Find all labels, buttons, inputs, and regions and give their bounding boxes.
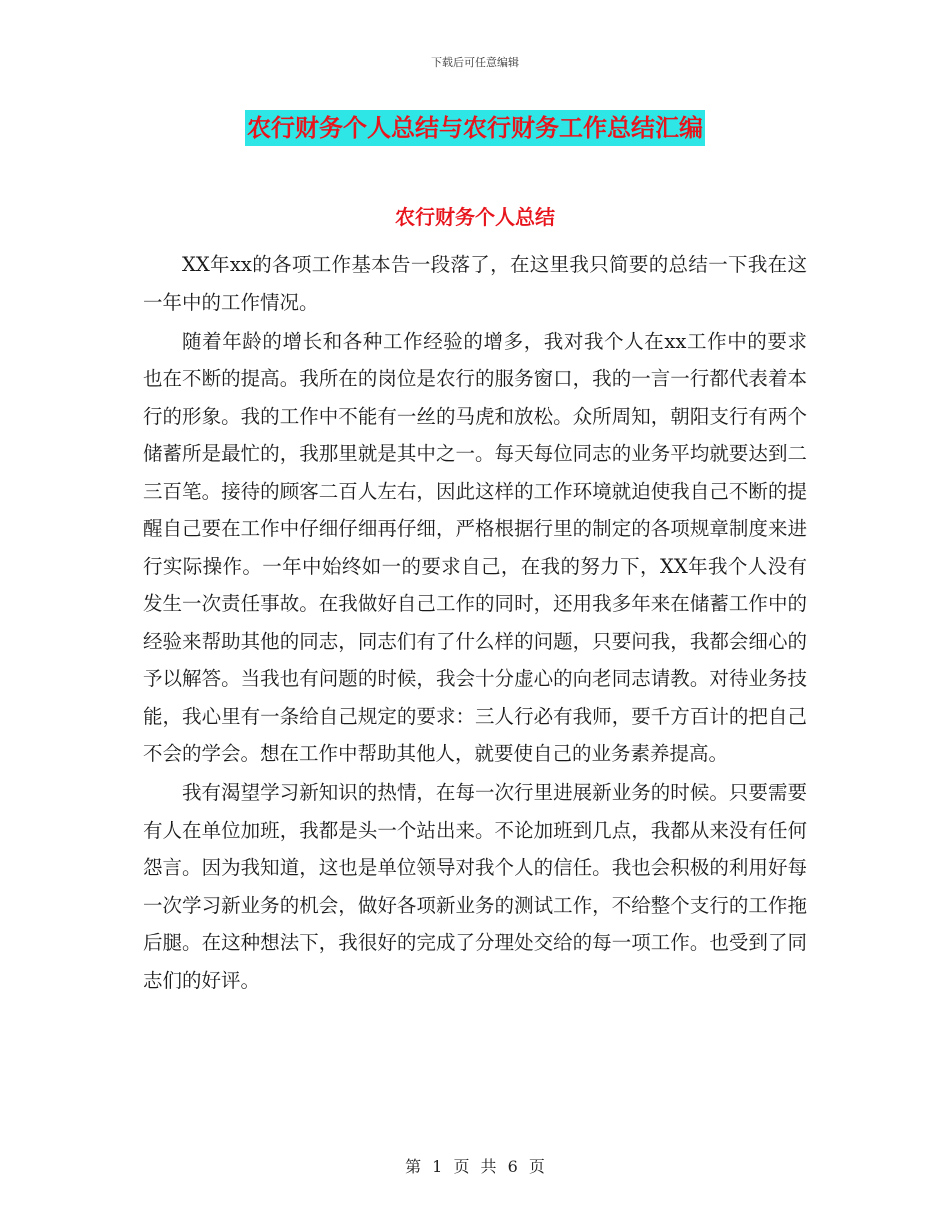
- paragraph-1: XX年xx的各项工作基本告一段落了，在这里我只简要的总结一下我在这一年中的工作情况。: [143, 253, 807, 314]
- paragraph-3: 我有渴望学习新知识的热情，在每一次行里进展新业务的时候。只要需要有人在单位加班，我都是头一个站出来。不论加班到几点，我都从来没有任何怨言。因为我知道，这也是单位领导对我个人的信任。我也会积极的利用好每一次学习新业务的机会，做好各项新业务的测试工作，不给整个支行的工作拖后腿。在这种想法下，我很好的完成了分理处交给的每一项工作。也受到了同志们的好评。: [143, 781, 807, 992]
- document-body: [143, 246, 807, 999]
- header-note: 下载后可任意编辑: [431, 56, 519, 69]
- document-main-title: 农行财务个人总结与农行财务工作总结汇编: [245, 110, 705, 146]
- paragraph-2: 随着年龄的增长和各种工作经验的增多，我对我个人在xx工作中的要求也在不断的提高。我所在的岗位是农行的服务窗口，我的一言一行都代表着本行的形象。我的工作中不能有一丝的马虎和放松。众所周知，朝阳支行有两个储蓄所是最忙的，我那里就是其中之一。每天每位同志的业务平均就要达到二三百笔。接待的顾客二百人左右，因此这样的工作环境就迫使我自己不断的提醒自己要在工作中仔细仔细再仔细，严格根据行里的制定的各项规章制度来进行实际操作。一年中始终如一的要求自己，在我的努力下，XX年我个人没有发生一次责任事故。在我做好自己工作的同时，还用我多年来在储蓄工作中的经验来帮助其他的同志，同志们有了什么样的问题，只要问我，我都会细心的予以解答。当我也有问题的时候，我会十分虚心的向老同志请教。对待业务技能，我心里有一条给自己规定的要求：三人行必有我师，要千方百计的把自己不会的学会。想在工作中帮助其他人，就要使自己的业务素养提高。: [143, 329, 807, 765]
- page-number-footer: 第 1 页 共 6 页: [405, 1157, 545, 1176]
- main-title-container: [0, 110, 950, 146]
- section-title: 农行财务个人总结: [395, 205, 555, 229]
